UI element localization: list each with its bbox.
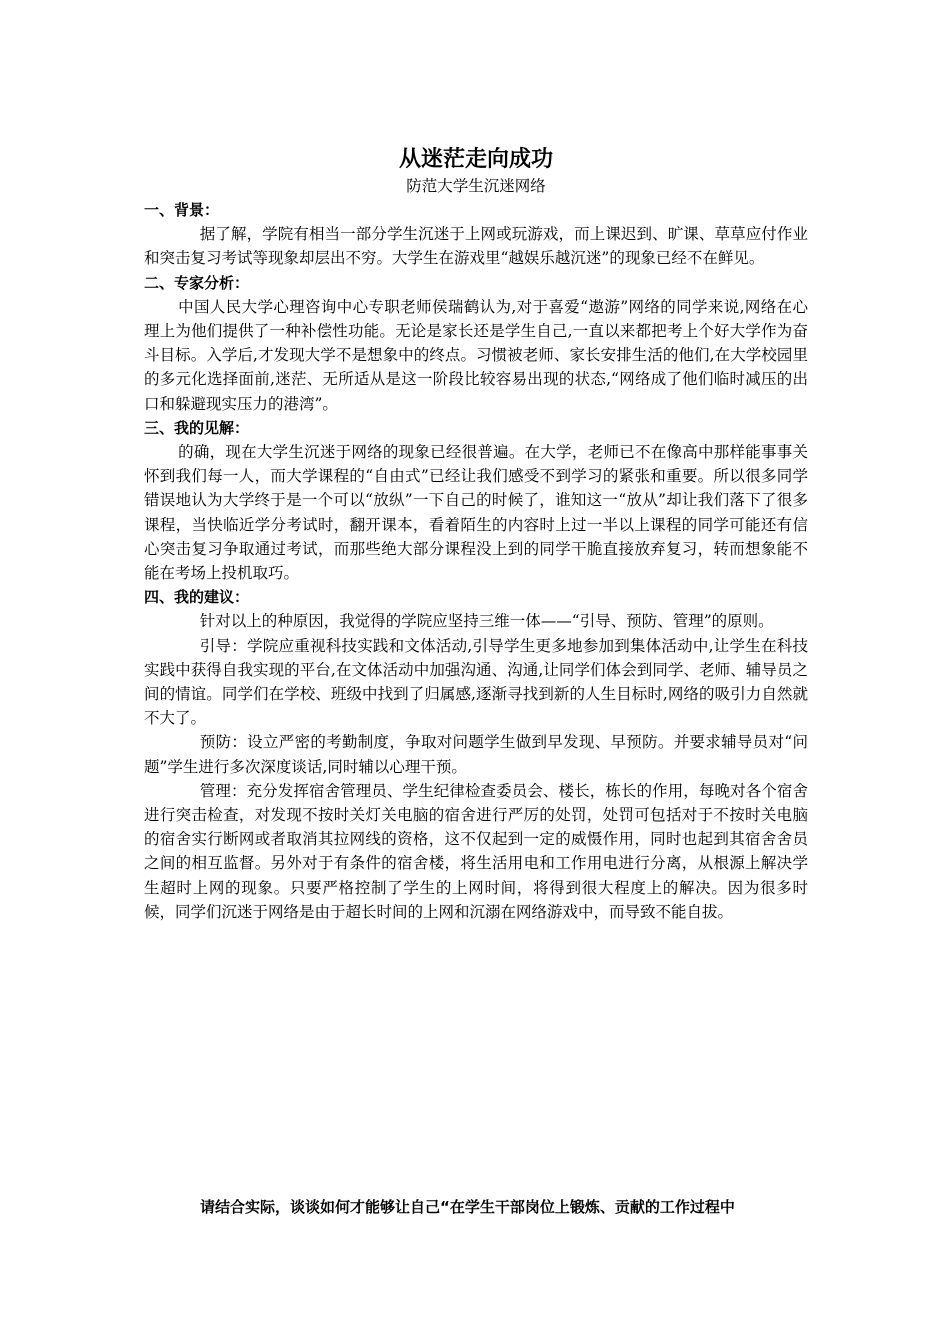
section-paragraph: 管理：充分发挥宿舍管理员、学生纪律检查委员会、楼长，栋长的作用，每晚对各个宿舍进行突击检查，对发现不按时关灯关电脑的宿舍进行严厉的处罚，处罚可包括对于不按时关电脑的宿舍实行断网或者取消其拉网线的资格，这不仅起到一定的威慑作用，同时也起到其宿舍舍员之间的相互监督。另外对于有条件的宿舍楼，将生活用电和工作用电进行分离，从根源上解决学生超时上网的现象。只要严格控制了学生的上网时间，将得到很大程度上的解决。因为很多时候，同学们沉迷于网络是由于超长时间的上网和沉溺在网络游戏中，而导致不能自拔。: [144, 781, 808, 921]
section-paragraph: 的确，现在大学生沉迷于网络的现象已经很普遍。在大学，老师已不在像高中那样能事事关怀到我们每一人，而大学课程的“自由式”已经让我们感受不到学习的紧张和重要。所以很多同学错误地认为大学终于是一个可以“放纵”一下自己的时候了，谁知这一“放从”却让我们落下了很多课程，当快临近学分考试时，翻开课本，看着陌生的内容时上过一半以上课程的同学可能还有信心突击复习争取通过考试，而那些绝大部分课程没上到的同学干脆直接放弃复习，转而想象能不能在考场上投机取巧。: [144, 443, 808, 583]
section-paragraph: 预防：设立严密的考勤制度，争取对问题学生做到早发现、早预防。并要求辅导员对“问题”学生进行多次深度谈话,同时辅以心理干预。: [144, 733, 808, 776]
document-title: 从迷茫走向成功: [398, 146, 553, 172]
section-paragraph: 引导：学院应重视科技实践和文体活动,引导学生更多地参加到集体活动中,让学生在科技实践中获得自我实现的平台,在文体活动中加强沟通、沟通,让同学们体会到同学、老师、辅导员之间的情谊。同学们在学校、班级中找到了归属感,逐渐寻找到新的人生目标时,网络的吸引力自然就不大了。: [144, 636, 808, 728]
section-heading-background: 一、背景：: [144, 201, 220, 219]
document-subtitle: 防范大学生沉迷网络: [406, 177, 546, 195]
footer-question: 请结合实际，谈谈如何才能够让自己“在学生干部岗位上锻炼、贡献的工作过程中: [200, 1198, 735, 1216]
section-paragraph: 中国人民大学心理咨询中心专职老师侯瑞鹤认为,对于喜爱“遨游”网络的同学来说,网络在心理上为他们提供了一种补偿性功能。无论是家长还是学生自己,一直以来都把考上个好大学作为奋斗目标。入学后,才发现大学不是想象中的终点。习惯被老师、家长安排生活的他们,在大学校园里的多元化选择面前,迷茫、无所适从是这一阶段比较容易出现的状态,“网络成了他们临时减压的出口和躲避现实压力的港湾”。: [144, 297, 808, 413]
section-heading-expert-analysis: 二、专家分析：: [144, 273, 250, 292]
section-paragraph: 据了解，学院有相当一部分学生沉迷于上网或玩游戏，而上课迟到、旷课、草草应付作业和突击复习考试等现象却层出不穷。大学生在游戏里“越娱乐越沉迷”的现象已经不在鲜见。: [144, 225, 808, 268]
section-heading-my-opinion: 三、我的见解：: [144, 418, 250, 437]
section-heading-my-suggestions: 四、我的建议：: [144, 588, 250, 607]
document-body: [144, 144, 808, 924]
section-paragraph: 针对以上的种原因，我觉得的学院应坚持三维一体——“引导、预防、管理”的原则。: [199, 612, 774, 631]
